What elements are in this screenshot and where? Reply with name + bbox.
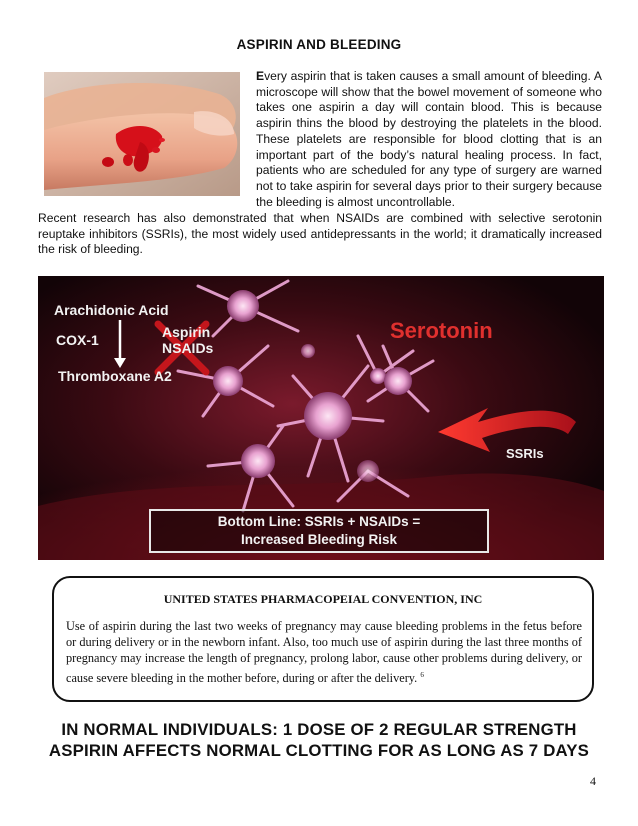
page-heading: ASPIRIN AND BLEEDING xyxy=(236,37,402,52)
page-number: 4 xyxy=(590,774,596,788)
arachidonic-acid-label: Arachidonic Acid xyxy=(54,302,169,318)
cox1-label: COX-1 xyxy=(56,332,99,348)
bleeding-finger-photo xyxy=(44,72,240,196)
serotonin-infographic xyxy=(38,276,604,560)
bottom-statement-line2: ASPIRIN AFFECTS NORMAL CLOTTING FOR AS LONG AS 7 DAYS xyxy=(48,741,590,760)
bottom-line-text-1: Bottom Line: SSRIs + NSAIDs = xyxy=(217,514,421,529)
thromboxane-label: Thromboxane A2 xyxy=(58,368,172,384)
usp-body-text: Use of aspirin during the last two weeks of pregnancy may cause bleeding problems in the fetus before or during delivery or in the newborn infant. Also, too much use of aspirin during the last three months of pregnancy may increase the length of pregnancy, prolong labor, cause other problems during delivery, or cause severe bleeding in the mother before, during or after the delivery. xyxy=(66,619,582,685)
serotonin-label: Serotonin xyxy=(390,318,493,343)
nsaids-label: NSAIDs xyxy=(162,340,214,356)
bottom-line-text-2: Increased Bleeding Risk xyxy=(240,532,398,547)
intro-text: very aspirin that is taken causes a small amount of bleeding. A microscope will show that the bowel movement of someone who takes one aspirin a day will contain blood. This is because aspirin thins the blood by destroying the platelets in the blood. These platelets are responsible for blood clotting that is an important part of the body’s natural healing process. In fact, patients who are scheduled for any type of surgery are warned not to take aspirin for several days prior to their surgery because the bleeding is almost uncontrollable. xyxy=(256,69,602,209)
research-paragraph: Recent research has also demonstrated that when NSAIDs are combined with selective serotonin reuptake inhibitors (SSRIs), the most widely used antidepressants in the world; it dramatically increased the risk of bleeding. xyxy=(38,211,602,257)
usp-footnote: 6 xyxy=(420,670,424,679)
aspirin-label: Aspirin xyxy=(162,324,211,340)
usp-body xyxy=(66,618,582,686)
bottom-statement xyxy=(0,719,638,761)
intro-paragraph xyxy=(256,69,602,210)
usp-callout-box xyxy=(52,576,594,702)
bottom-statement-line1: IN NORMAL INDIVIDUALS: 1 DOSE OF 2 REGULAR STRENGTH xyxy=(61,720,577,739)
drop-letter: E xyxy=(256,69,265,83)
usp-title: UNITED STATES PHARMACOPEIAL CONVENTION, INC xyxy=(163,592,483,606)
ssris-label: SSRIs xyxy=(506,446,544,461)
